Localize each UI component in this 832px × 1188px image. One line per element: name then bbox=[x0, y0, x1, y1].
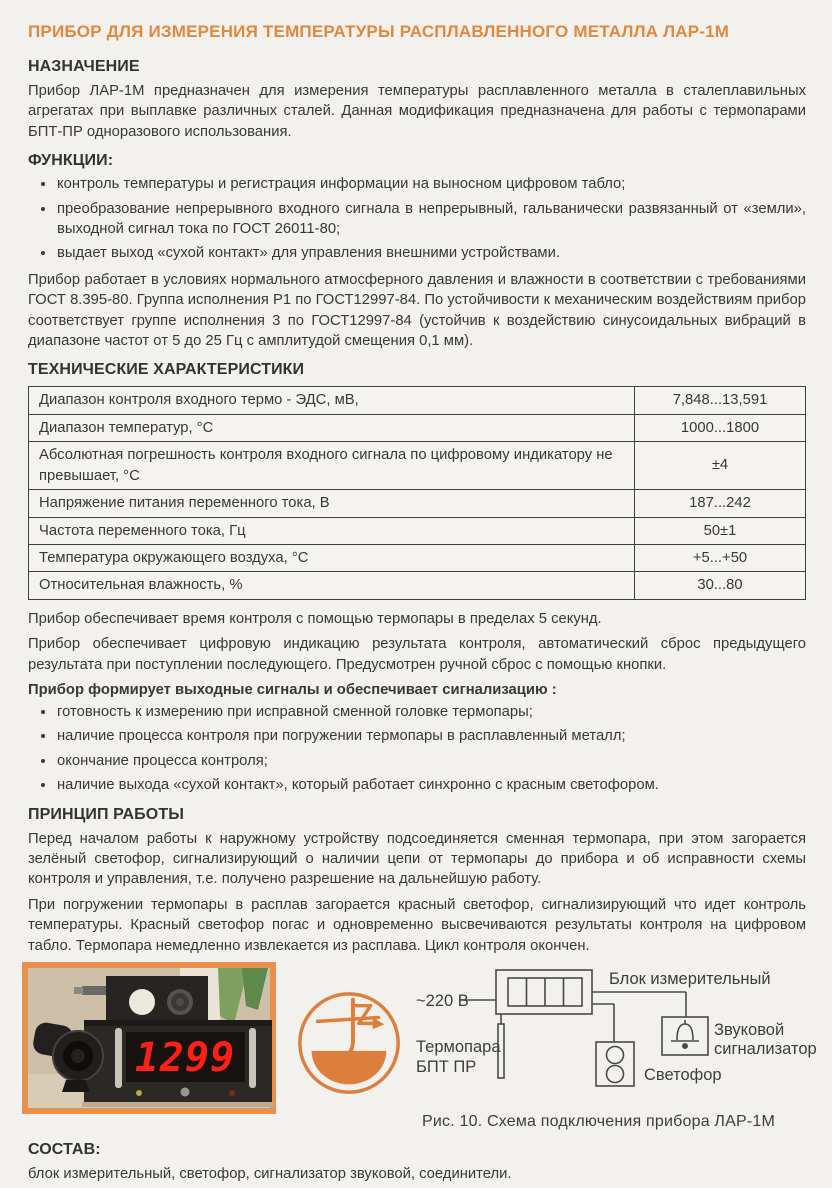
spec-value: 30...80 bbox=[635, 572, 806, 599]
table-row bbox=[29, 414, 806, 441]
composition-section bbox=[28, 1141, 806, 1184]
signals-heading: Прибор формирует выходные сигналы и обеспечивает сигнализацию : bbox=[28, 681, 557, 698]
signals-list bbox=[28, 702, 806, 796]
purpose-paragraph: Прибор ЛАР-1М предназначен для измерения температуры расплавленного металла в сталеплавильных агрегатах при выплавке различных сталей. Данная модификация предназначена для работы с термопарами БПТ-ПР одноразового использования. bbox=[28, 83, 806, 140]
thermocouple-ladle-logo-icon bbox=[290, 986, 408, 1104]
control-time-paragraph: Прибор обеспечивает время контроля с помощью термопары в пределах 5 секунд. bbox=[28, 610, 602, 627]
spec-value: 187...242 bbox=[635, 490, 806, 517]
brand-logo bbox=[290, 986, 408, 1109]
table-row bbox=[29, 387, 806, 414]
diagram-sound-label-2: сигнализатор bbox=[714, 1040, 817, 1058]
specs-table bbox=[28, 386, 806, 599]
indication-paragraph: Прибор обеспечивает цифровую индикацию результата контроля, автоматический сброс предыдущего результата при поступлении последующего. Предусмотрен ручной сброс с помощью кнопки. bbox=[28, 636, 806, 673]
spec-param: Абсолютная погрешность контроля входного сигнала по цифровому индикатору не превышает, °С bbox=[29, 442, 635, 490]
functions-item: • преобразование непрерывного входного сигнала в непрерывный, гальванически развязанный от «земли», выходной сигнал тока по ГОСТ 26011-80; bbox=[56, 199, 806, 240]
principle-paragraph-2: При погружении термопары в расплав загорается красный светофор, сигнализирующий что идет контроль температуры. Красный светофор погас и одновременно высвечиваются результаты контроля на цифровом табло. Термопара немедленно извлекается из расплава. Цикл контроля окончен. bbox=[28, 896, 806, 954]
rear-panel-hole bbox=[129, 989, 155, 1015]
table-row bbox=[29, 544, 806, 571]
signals-item: • наличие процесса контроля при погружении термопары в расплавленный металл; bbox=[56, 726, 806, 746]
device-photo-image bbox=[22, 962, 276, 1114]
figure-caption: Рис. 10. Схема подключения прибора ЛАР-1М bbox=[422, 1113, 776, 1130]
section-heading-composition: СОСТАВ: bbox=[28, 1141, 101, 1158]
diagram-thermocouple-label: Термопара bbox=[416, 1038, 501, 1056]
spec-value: +5...+50 bbox=[635, 544, 806, 571]
figure-row bbox=[22, 962, 828, 1131]
diagram-block-label: Блок измерительный bbox=[609, 970, 771, 988]
spec-param: Температура окружающего воздуха, °С bbox=[29, 544, 635, 571]
table-row bbox=[29, 517, 806, 544]
diagram-power-label: ~220 В bbox=[416, 992, 469, 1010]
principle-paragraph-1: Перед началом работы к наружному устройству подсоединяется сменная термопара, при этом загорается зелёный светофор, сигнализирующий о наличии цепи от термопары до прибора и об исправности схемы контроля и управления, т.е. получено разрешение на дальнейшую работу. bbox=[28, 830, 806, 888]
spec-param: Частота переменного тока, Гц bbox=[29, 517, 635, 544]
diagram-svetofor-label: Светофор bbox=[644, 1066, 722, 1084]
composition-paragraph: блок измерительный, светофор, сигнализатор звуковой, соединители. bbox=[28, 1166, 512, 1182]
spec-value: 1000...1800 bbox=[635, 414, 806, 441]
led-display-value: 1299 bbox=[134, 1035, 236, 1081]
spec-param: Диапазон температур, °С bbox=[29, 414, 635, 441]
table-row bbox=[29, 490, 806, 517]
signals-item: • наличие выхода «сухой контакт», который работает синхронно с красным светофором. bbox=[56, 775, 806, 795]
table-row bbox=[29, 572, 806, 599]
section-heading-purpose: НАЗНАЧЕНИЕ bbox=[28, 58, 140, 75]
functions-list bbox=[28, 174, 806, 264]
document-title: ПРИБОР ДЛЯ ИЗМЕРЕНИЯ ТЕМПЕРАТУРЫ РАСПЛАВЛЕННОГО МЕТАЛЛА ЛАР-1М bbox=[28, 22, 730, 41]
spec-value: 7,848...13,591 bbox=[635, 387, 806, 414]
diagram-measuring-block bbox=[496, 970, 592, 1014]
functions-item: • выдает выход «сухой контакт» для управления внешними устройствами. bbox=[56, 243, 806, 263]
table-row bbox=[29, 442, 806, 490]
section-heading-functions: ФУНКЦИИ: bbox=[28, 152, 114, 170]
diagram-sound-label-1: Звуковой bbox=[714, 1021, 785, 1039]
spec-value: ±4 bbox=[635, 442, 806, 490]
operating-conditions-paragraph: Прибор работает в условиях нормального атмосферного давления и влажности в соответствии с требованиями ГОСТ 8.395-80. Группа исполнения Р1 по ГОСТ12997-84. По устойчивости к механическим воздействиям прибор соответствует группе исполнения 3 по ГОСТ12997-84 (устойчив к воздействию синусоидальных вибраций в диапазоне частот от 5 до 25 Гц с амплитудой смещения 0,1 мм). bbox=[28, 271, 806, 350]
signals-item: • окончание процесса контроля; bbox=[56, 751, 806, 771]
spec-param: Напряжение питания переменного тока, В bbox=[29, 490, 635, 517]
section-heading-principle: ПРИНЦИП РАБОТЫ bbox=[28, 805, 184, 823]
connection-diagram-image bbox=[416, 962, 828, 1102]
diagram-thermocouple-type-label: БПТ ПР bbox=[416, 1058, 477, 1076]
section-heading-specs: ТЕХНИЧЕСКИЕ ХАРАКТЕРИСТИКИ bbox=[28, 361, 305, 379]
connection-diagram bbox=[416, 962, 828, 1131]
signals-item: • готовность к измерению при исправной сменной головке термопары; bbox=[56, 702, 806, 722]
bell-icon bbox=[677, 1024, 693, 1040]
device-photo bbox=[22, 962, 276, 1119]
spec-param: Относительная влажность, % bbox=[29, 572, 635, 599]
functions-item: • контроль температуры и регистрация информации на выносном цифровом табло; bbox=[56, 174, 806, 194]
spec-value: 50±1 bbox=[635, 517, 806, 544]
spec-param: Диапазон контроля входного термо - ЭДС, мВ, bbox=[29, 387, 635, 414]
